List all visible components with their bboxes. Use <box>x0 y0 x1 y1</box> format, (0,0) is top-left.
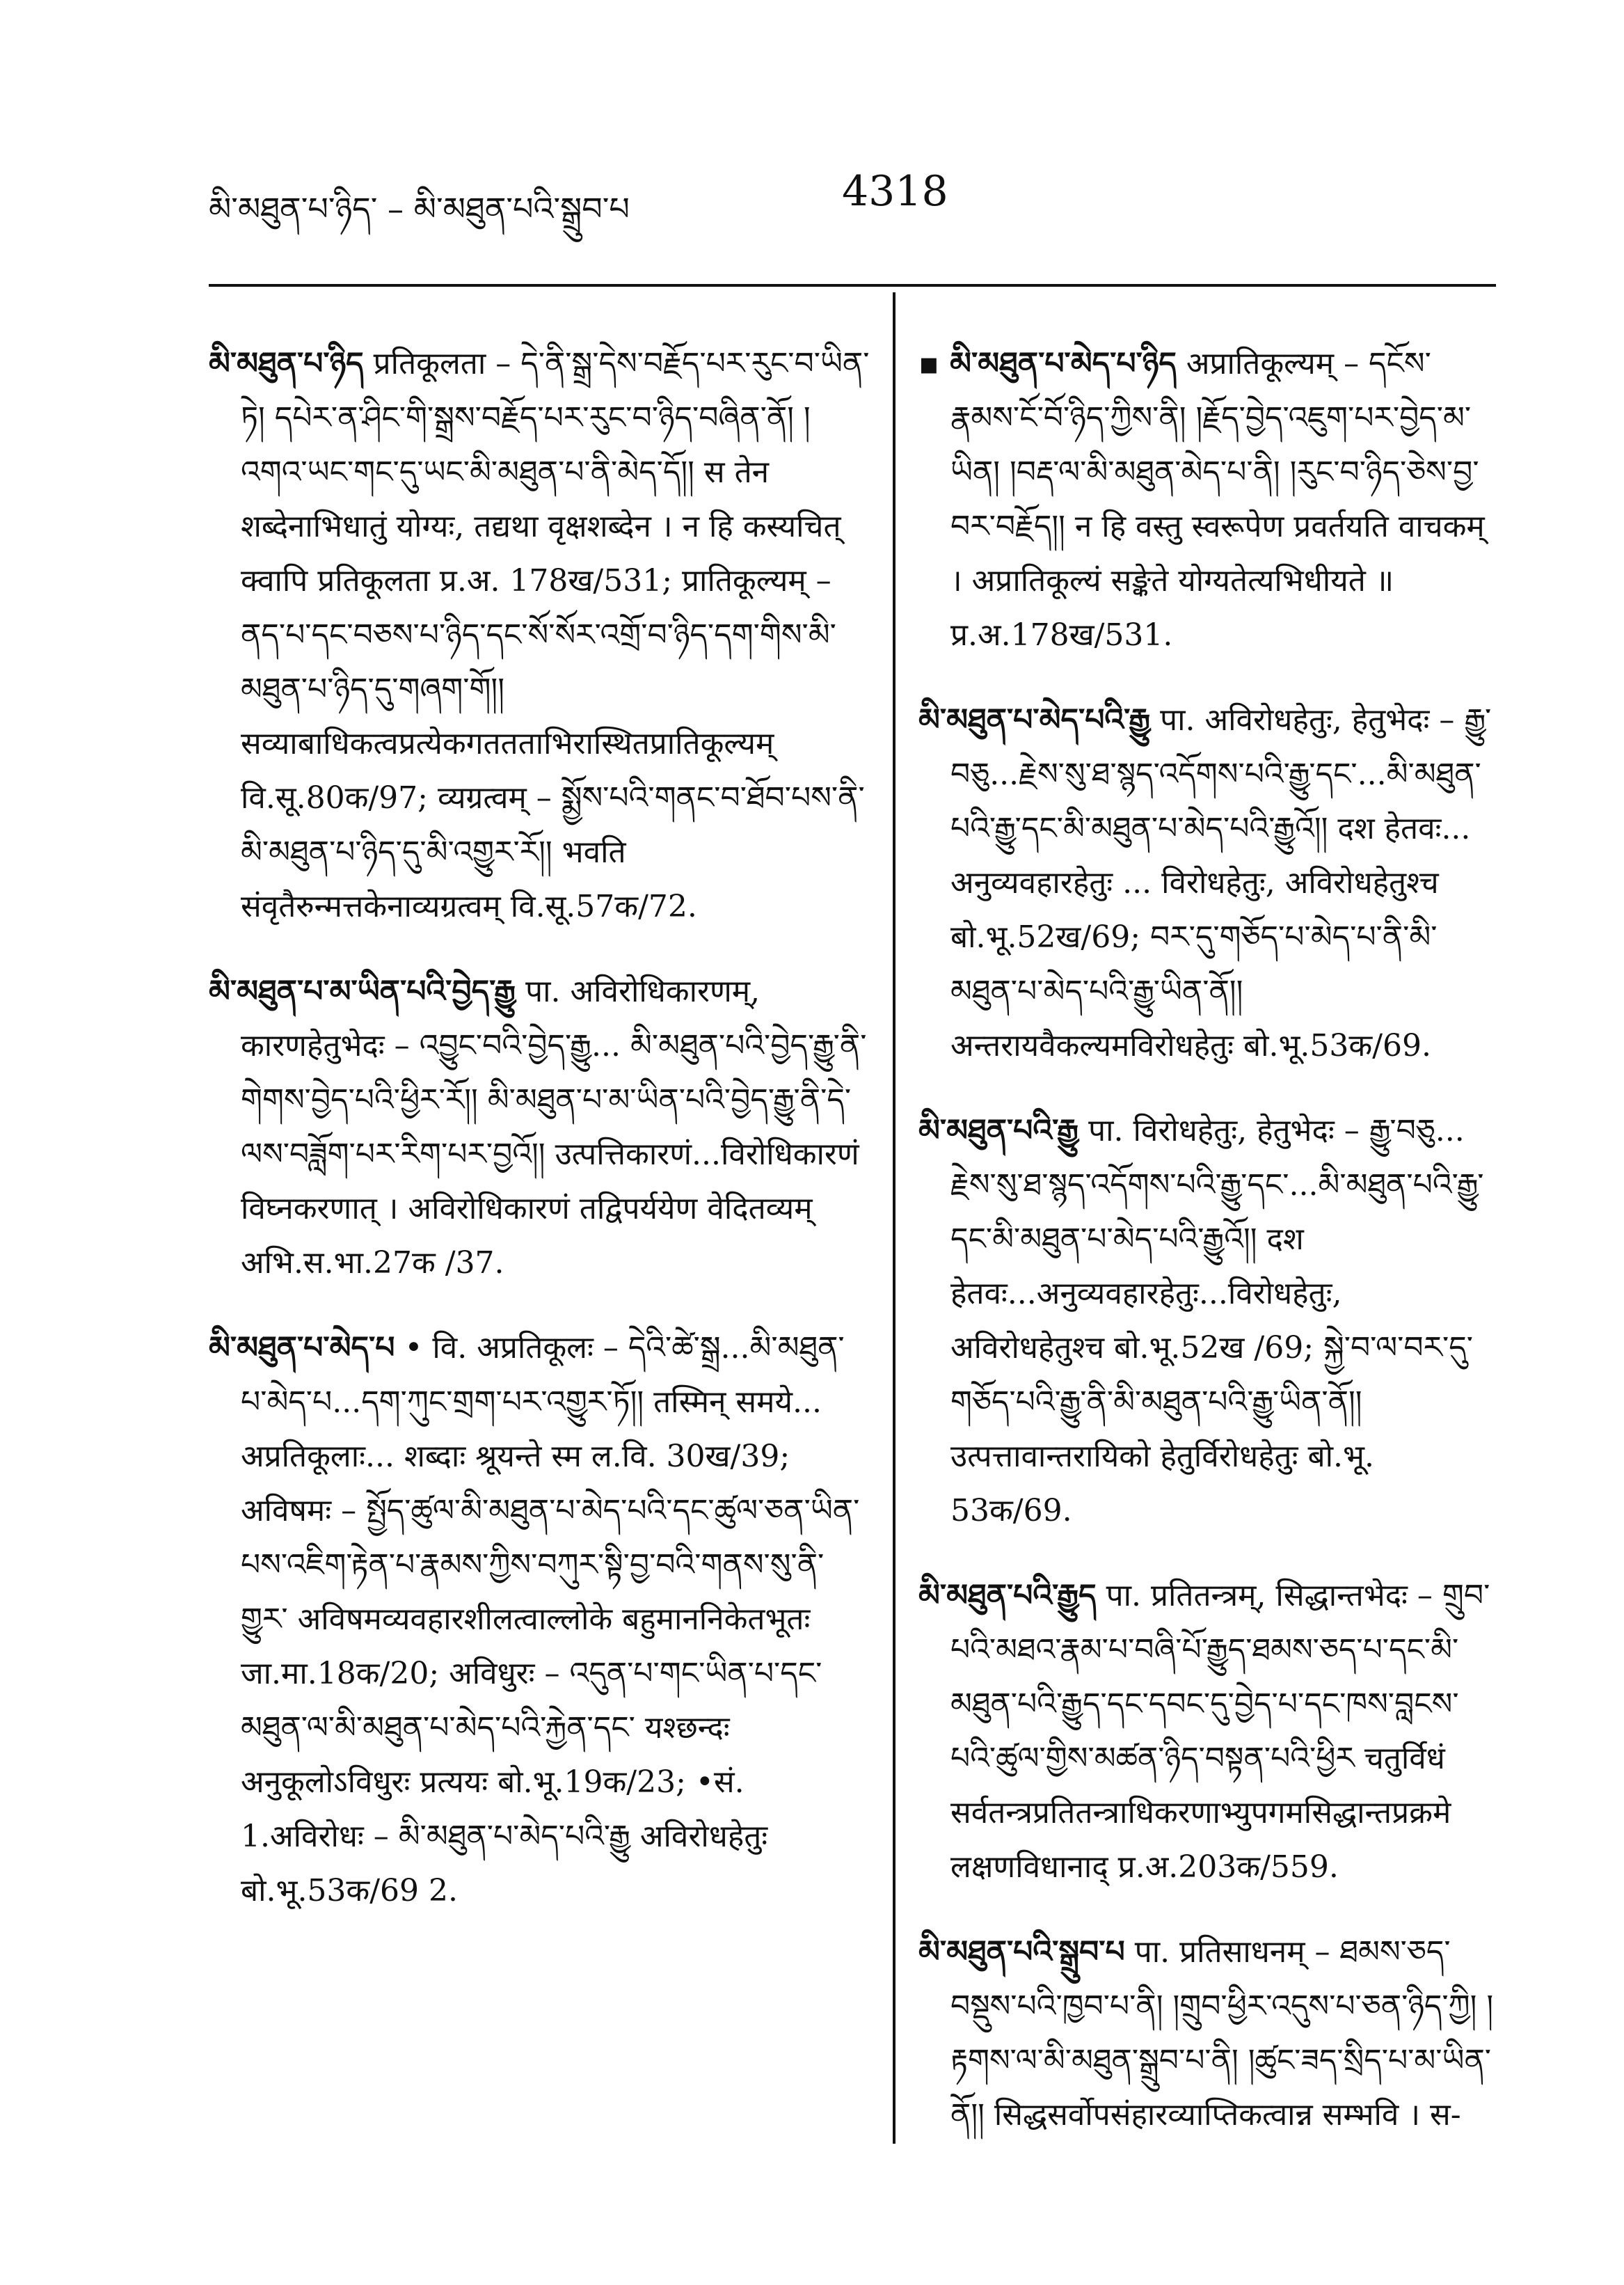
entry-text: पा. प्रतिसाधनम् – ཐམས་ཅད་བསྡུས་པའི་ཁྱབ་པ་ནི། །གྲུབ་ཕྱིར་འདུས་པ་ཅན་ཉིད་ཀྱི། །རྟགས་ལ་མི་མཐུན་སྒྲུབ་པ་ནི། །ཚུང་ཟད་སྲིད་པ་མ་ཡིན་ནོ།། सिद्धसर्वोपसंहारव्याप्तिकत्वान्न सम्भवि । स- <box>950 1934 1494 2133</box>
column-separator <box>893 292 895 2144</box>
page-number: 4318 <box>842 167 948 216</box>
dictionary-entry <box>918 1925 1496 2142</box>
entry-text: पा. प्रतितन्त्रम्, सिद्धान्तभेदः – གྲུབ་པའི་མཐའ་རྣམ་པ་བཞི་པོ་རྒྱུད་ཐམས་ཅད་པ་དང་མི་མཐུན་པའི་རྒྱུད་དང་དབང་དུ་བྱེད་པ་དང་ཁས་བླངས་པའི་ཚུལ་གྱིས་མཚན་ཉིད་བསྟན་པའི་ཕྱིར चतुर्विधं सर्वतन्त्रप्रतितन्त्राधिकरणाभ्युपगमसिद्धान्तप्रक्रमे लक्षणविधानाद् प्र.अ.203क/559. <box>950 1578 1490 1885</box>
right-column <box>918 306 1496 2162</box>
entry-text: अप्रातिकूल्यम् – དངོས་རྣམས་ངོ་བོ་ཉིད་ཀྱིས་ནི། །རྗོད་བྱེད་འཇུག་པར་བྱེད་མ་ཡིན། །བརྡ་ལ་མི་མཐུན་མེད་པ་ནི། །རུང་བ་ཉིད་ཅེས་བྱ་བར་བརྗོད།། न हि वस्तु स्वरूपेण प्रवर्तयति वाचकम् । अप्रातिकूल्यं सङ्केते योग्यतेत्यभिधीयते ॥ प्र.अ.178ख/531. <box>950 346 1485 653</box>
running-head: མི་མཐུན་པ་ཉིད་ – མི་མཐུན་པའི་སྒྲུབ་པ <box>209 190 630 228</box>
entry-text: पा. विरोधहेतुः, हेतुभेदः – རྒྱུ་བཅུ... རྗེས་སུ་ཐ་སྙད་འདོགས་པའི་རྒྱུ་དང་...མི་མཐུན་པའི་རྒྱུ་དང་མི་མཐུན་པ་མེད་པའི་རྒྱུའོ།། दश हेतवः...अनुव्यवहारहेतुः...विरोधहेतुः, अविरोधहेतुश्च बो.भू.52ख /69; སྐྱེ་བ་ལ་བར་དུ་གཅོད་པའི་རྒྱུ་ནི་མི་མཐུན་པའི་རྒྱུ་ཡིན་ནོ།། उत्पत्तावान्तरायिको हेतुर्विरोधहेतुः बो.भू. 53क/69. <box>950 1113 1484 1528</box>
entry-headword: ▪ མི་མཐུན་པ་མེད་པ་ཉིད <box>918 346 1177 381</box>
dictionary-entry <box>209 965 870 1290</box>
left-column <box>209 306 870 1938</box>
entry-headword: མི་མཐུན་པ་ཉིད <box>209 346 364 381</box>
dictionary-entry <box>918 337 1496 663</box>
entry-headword: མི་མཐུན་པ་མེད་པ <box>209 1330 395 1366</box>
dictionary-entry <box>209 1321 870 1918</box>
entry-text: • वि. अप्रतिकूलः – དེའི་ཚེ་སྒྲ...མི་མཐུན་པ་མེད་པ...དག་ཀུང་གྲག་པར་འགྱུར་ཏོ།། तस्मिन् समये... अप्रतिकूलाः... शब्दाः श्रूयन्ते स्म ल.वि. 30ख/39; अविषमः – སྤྱོད་ཚུལ་མི་མཐུན་པ་མེད་པའི་དང་ཚུལ་ཅན་ཡིན་པས་འཇིག་རྟེན་པ་རྣམས་ཀྱིས་བཀུར་སྟི་བྱ་བའི་གནས་སུ་ནི་གྱུར་ अविषमव्यवहारशीलत्वाल्लोके बहुमाननिकेतभूतः जा.मा.18क/20; अविधुरः – འདུན་པ་གང་ཡིན་པ་དང་མཐུན་ལ་མི་མཐུན་པ་མེད་པའི་རྐྱེན་དང་ यश्छन्दः अनुकूलोऽविधुरः प्रत्ययः बो.भू.19क/23; •सं. 1.अविरोधः – མི་མཐུན་པ་མེད་པའི་རྒྱུ अविरोधहेतुः बो.भू.53क/69 2. <box>241 1330 860 1908</box>
entry-headword: མི་མཐུན་པ་མེད་པའི་རྒྱུ <box>918 702 1151 738</box>
dictionary-entry <box>918 1104 1496 1538</box>
dictionary-entry <box>209 337 870 934</box>
entry-headword: མི་མཐུན་པ་མ་ཡིན་པའི་བྱེད་རྒྱུ <box>209 974 516 1009</box>
dictionary-entry <box>918 1569 1496 1895</box>
entry-text: प्रतिकूलता – དེ་ནི་སྒྲ་དེས་བརྗོད་པར་རུང་བ་ཡིན་ཏེ། དཔེར་ན་ཤིང་གི་སྒྲས་བརྗོད་པར་རུང་བ་ཉིད་བཞིན་ནོ། །འགའ་ཡང་གང་དུ་ཡང་མི་མཐུན་པ་ནི་མེད་དོ།། स तेन शब्देनाभिधातुं योग्यः, तद्यथा वृक्षशब्देन । न हि कस्यचित् क्वापि प्रतिकूलता प्र.अ. 178ख/531; प्रातिकूल्यम् – ནད་པ་དང་བཅས་པ་ཉིད་དང་སོ་སོར་འགྲོ་བ་ཉིད་དག་གིས་མི་མཐུན་པ་ཉིད་དུ་གཞག་གོ།། सव्याबाधिकत्वप्रत्येकगततताभिरास्थितप्रातिकूल्यम् वि.सू.80क/97; व्यग्रत्वम् – སྨྱོས་པའི་གནང་བ་ཐོབ་པས་ནི་མི་མཐུན་པ་ཉིད་དུ་མི་འགྱུར་རོ།། भवति संवृतैरुन्मत्तकेनाव्यग्रत्वम् वि.सू.57क/72. <box>241 346 870 924</box>
entry-text: पा. अविरोधिकारणम्, कारणहेतुभेदः – འབྱུང་བའི་བྱེད་རྒྱུ... མི་མཐུན་པའི་བྱེད་རྒྱུ་ནི་གེགས་བྱེད་པའི་ཕྱིར་རོ།། མི་མཐུན་པ་མ་ཡིན་པའི་བྱེད་རྒྱུ་ནི་དེ་ལས་བཟློག་པར་རིག་པར་བྱའོ།། उत्पत्तिकारणं...विरोधिकारणं विघ्नकरणात् । अविरोधिकारणं तद्विपर्ययेण वेदितव्यम् अभि.स.भा.27क /37. <box>241 974 867 1281</box>
entry-text: पा. अविरोधहेतुः, हेतुभेदः – རྒྱུ་བཅུ...རྗེས་སུ་ཐ་སྙད་འདོགས་པའི་རྒྱུ་དང་...མི་མཐུན་པའི་རྒྱུ་དང་མི་མཐུན་པ་མེད་པའི་རྒྱུའོ།། दश हेतवः... अनुव्यवहारहेतुः ... विरोधहेतुः, अविरोधहेतुश्च बो.भू.52ख/69; བར་དུ་གཅོད་པ་མེད་པ་ནི་མི་མཐུན་པ་མེད་པའི་རྒྱུ་ཡིན་ནོ།། अन्तरायवैकल्यमविरोधहेतुः बो.भू.53क/69. <box>950 702 1492 1064</box>
header-rule <box>209 284 1496 287</box>
entry-headword: མི་མཐུན་པའི་སྒྲུབ་པ <box>918 1934 1125 1970</box>
dictionary-entry <box>918 693 1496 1073</box>
entry-headword: མི་མཐུན་པའི་རྒྱུ <box>918 1113 1079 1148</box>
entry-headword: མི་མཐུན་པའི་རྒྱུད <box>918 1578 1097 1613</box>
